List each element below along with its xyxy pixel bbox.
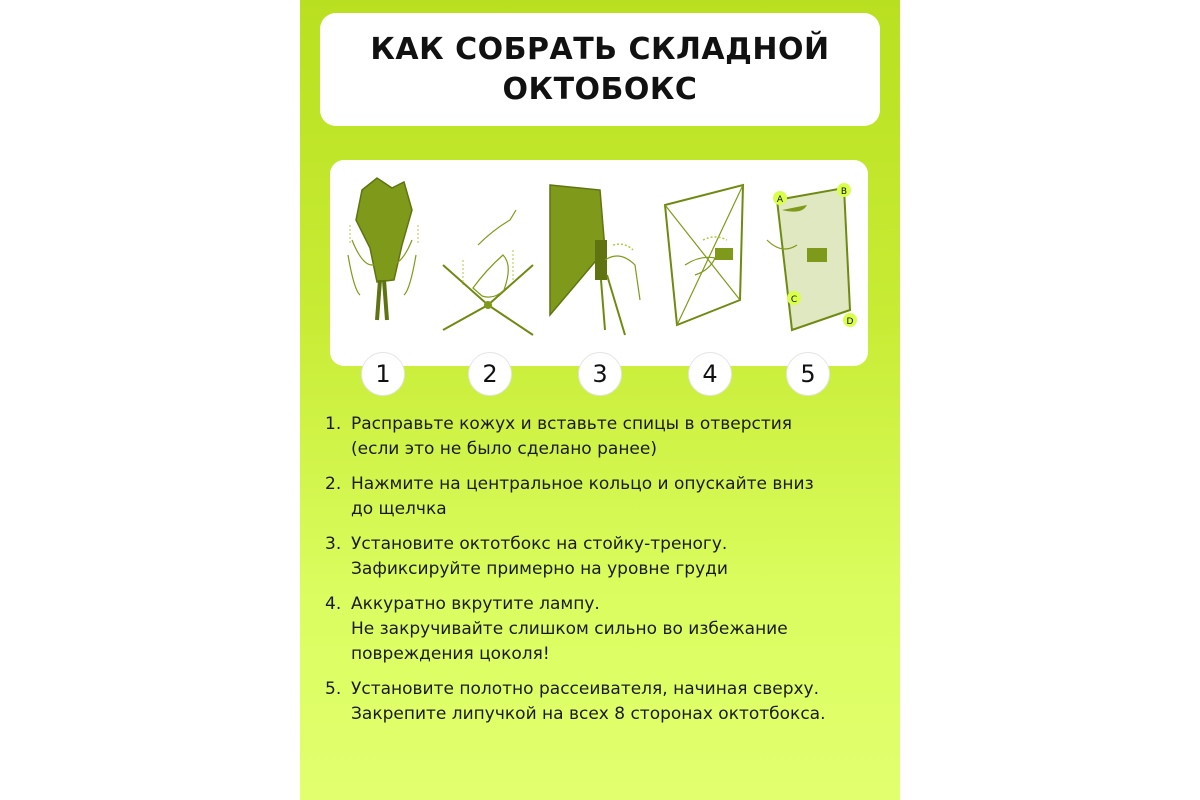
corner-label-a: A xyxy=(776,195,784,205)
instruction-step xyxy=(325,677,885,727)
step-number-1: 1 xyxy=(361,352,405,396)
illustration-step-1 xyxy=(332,170,432,345)
instruction-step xyxy=(325,472,885,522)
step-number-2: 2 xyxy=(468,352,512,396)
corner-label-b: B xyxy=(840,187,848,197)
instruction-poster xyxy=(300,0,900,800)
instruction-step xyxy=(325,412,885,462)
step-number-5: 5 xyxy=(786,352,830,396)
illustrations-panel xyxy=(330,160,868,366)
step-text-line: Расправьте кожух и вставьте спицы в отверстия xyxy=(351,414,793,434)
illustration-step-4 xyxy=(655,170,755,345)
step-index: 1. xyxy=(325,414,342,434)
title-box xyxy=(320,13,880,126)
step-text-line: Установите октотбокс на стойку-треногу. xyxy=(351,534,728,554)
instruction-steps xyxy=(325,412,885,737)
step-text-line: Нажмите на центральное кольцо и опускайте вниз xyxy=(351,474,814,494)
step-index: 5. xyxy=(325,679,342,699)
title-line-2: ОКТОБОКС xyxy=(502,71,698,107)
step-index: 3. xyxy=(325,534,342,554)
illustration-step-3 xyxy=(545,170,645,345)
step-text xyxy=(351,472,885,522)
instruction-step xyxy=(325,532,885,582)
step-text-line: до щелчка xyxy=(351,499,447,519)
step-text xyxy=(351,412,885,462)
corner-label-c: C xyxy=(790,295,798,305)
corner-label-d: D xyxy=(846,317,854,327)
step-index: 4. xyxy=(325,594,342,614)
step-text xyxy=(351,532,885,582)
step-text xyxy=(351,677,885,727)
instruction-step xyxy=(325,592,885,667)
step-text-line: Аккуратно вкрутите лампу. xyxy=(351,594,600,614)
illustration-step-5 xyxy=(762,170,862,345)
illustration-step-2 xyxy=(438,170,538,345)
step-text-line: Не закручивайте слишком сильно во избежание xyxy=(351,619,788,639)
step-number-3: 3 xyxy=(578,352,622,396)
step-text-line: Закрепите липучкой на всех 8 сторонах октотбокса. xyxy=(351,704,826,724)
step-text-line: повреждения цоколя! xyxy=(351,644,550,664)
step-text-line: (если это не было сделано ранее) xyxy=(351,439,657,459)
step-text xyxy=(351,592,885,667)
step-text-line: Зафиксируйте примерно на уровне груди xyxy=(351,559,728,579)
step-number-4: 4 xyxy=(688,352,732,396)
title-line-1: КАК СОБРАТЬ СКЛАДНОЙ xyxy=(370,31,830,67)
step-index: 2. xyxy=(325,474,342,494)
step-text-line: Установите полотно рассеивателя, начиная сверху. xyxy=(351,679,820,699)
